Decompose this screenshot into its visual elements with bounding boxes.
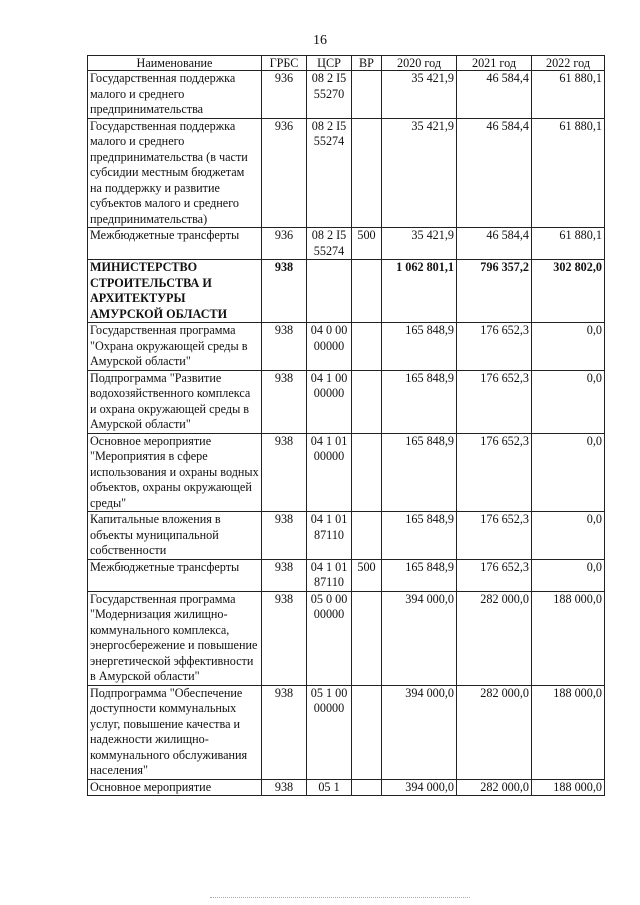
- table-row: [88, 512, 605, 560]
- row-vr: [352, 685, 382, 779]
- header-2022: 2022 год: [532, 56, 605, 71]
- row-vr: [352, 591, 382, 685]
- row-vr: [352, 779, 382, 796]
- row-csr: [307, 260, 352, 323]
- row-name: Подпрограмма "Развитие водохозяйственного комплекса и охрана окружающей среды в Амурской области": [88, 370, 262, 433]
- row-vr: 500: [352, 228, 382, 260]
- row-name: Государственная поддержка малого и среднего предпринимательства (в части субсидии местным бюджетам на поддержку и развитие субъектов малого и среднего предпринимательства): [88, 118, 262, 228]
- row-vr: [352, 260, 382, 323]
- row-2020: 35 421,9: [382, 71, 457, 119]
- row-2020: 165 848,9: [382, 559, 457, 591]
- row-grbs: 936: [262, 118, 307, 228]
- row-grbs: 938: [262, 433, 307, 512]
- table-row: [88, 559, 605, 591]
- row-2022: 0,0: [532, 559, 605, 591]
- row-2022: 61 880,1: [532, 118, 605, 228]
- row-name: Капитальные вложения в объекты муниципальной собственности: [88, 512, 262, 560]
- row-2021: 46 584,4: [457, 71, 532, 119]
- row-2022: 61 880,1: [532, 228, 605, 260]
- row-2021: 176 652,3: [457, 433, 532, 512]
- row-grbs: 938: [262, 591, 307, 685]
- row-vr: [352, 118, 382, 228]
- row-name: Подпрограмма "Обеспечение доступности коммунальных услуг, повышение качества и надежности жилищно-коммунального обслуживания населения": [88, 685, 262, 779]
- row-name: Основное мероприятие: [88, 779, 262, 796]
- row-2020: 165 848,9: [382, 433, 457, 512]
- row-name: МИНИСТЕРСТВО СТРОИТЕЛЬСТВА И АРХИТЕКТУРЫ АМУРСКОЙ ОБЛАСТИ: [88, 260, 262, 323]
- row-csr: 05 1: [307, 779, 352, 796]
- row-vr: [352, 370, 382, 433]
- row-vr: [352, 323, 382, 371]
- row-2022: 0,0: [532, 512, 605, 560]
- row-2021: 282 000,0: [457, 685, 532, 779]
- row-grbs: 938: [262, 779, 307, 796]
- row-2020: 394 000,0: [382, 685, 457, 779]
- row-csr: 08 2 I5 55270: [307, 71, 352, 119]
- table-row: [88, 591, 605, 685]
- table-header-row: [88, 56, 605, 71]
- row-csr: 04 1 01 87110: [307, 559, 352, 591]
- header-2020: 2020 год: [382, 56, 457, 71]
- row-grbs: 938: [262, 685, 307, 779]
- row-2022: 188 000,0: [532, 779, 605, 796]
- row-2021: 176 652,3: [457, 559, 532, 591]
- row-csr: 05 0 00 00000: [307, 591, 352, 685]
- row-grbs: 938: [262, 323, 307, 371]
- row-2021: 176 652,3: [457, 323, 532, 371]
- row-csr: 04 1 01 00000: [307, 433, 352, 512]
- table-row: [88, 118, 605, 228]
- table-row: [88, 228, 605, 260]
- row-name: Основное мероприятие "Мероприятия в сфере использования и охраны водных объектов, охраны окружающей среды": [88, 433, 262, 512]
- table-row: [88, 433, 605, 512]
- row-grbs: 938: [262, 260, 307, 323]
- row-grbs: 936: [262, 71, 307, 119]
- table-row-ministry: [88, 260, 605, 323]
- row-2021: 796 357,2: [457, 260, 532, 323]
- header-vr: ВР: [352, 56, 382, 71]
- row-vr: [352, 512, 382, 560]
- row-2022: 0,0: [532, 433, 605, 512]
- row-name: Государственная программа "Охрана окружающей среды в Амурской области": [88, 323, 262, 371]
- header-grbs: ГРБС: [262, 56, 307, 71]
- row-2020: 394 000,0: [382, 779, 457, 796]
- row-csr: 04 1 01 87110: [307, 512, 352, 560]
- row-name: Межбюджетные трансферты: [88, 559, 262, 591]
- row-2022: 188 000,0: [532, 685, 605, 779]
- header-name: Наименование: [88, 56, 262, 71]
- row-csr: 04 1 00 00000: [307, 370, 352, 433]
- row-grbs: 938: [262, 370, 307, 433]
- table-row: [88, 71, 605, 119]
- row-name: Государственная программа "Модернизация жилищно-коммунального комплекса, энергосбережение и повышение энергетической эффективности в Амурской области": [88, 591, 262, 685]
- table-row: [88, 370, 605, 433]
- row-2020: 165 848,9: [382, 323, 457, 371]
- row-grbs: 936: [262, 228, 307, 260]
- page-number: 16: [313, 33, 327, 48]
- row-name: Межбюджетные трансферты: [88, 228, 262, 260]
- row-2021: 176 652,3: [457, 512, 532, 560]
- row-csr: 05 1 00 00000: [307, 685, 352, 779]
- row-grbs: 938: [262, 559, 307, 591]
- row-2020: 165 848,9: [382, 512, 457, 560]
- table-row: [88, 779, 605, 796]
- row-csr: 04 0 00 00000: [307, 323, 352, 371]
- row-2021: 46 584,4: [457, 228, 532, 260]
- row-2020: 35 421,9: [382, 118, 457, 228]
- row-vr: [352, 71, 382, 119]
- row-2021: 176 652,3: [457, 370, 532, 433]
- row-csr: 08 2 I5 55274: [307, 118, 352, 228]
- table-row: [88, 685, 605, 779]
- header-csr: ЦСР: [307, 56, 352, 71]
- table-row: [88, 323, 605, 371]
- row-2021: 282 000,0: [457, 591, 532, 685]
- header-2021: 2021 год: [457, 56, 532, 71]
- row-grbs: 938: [262, 512, 307, 560]
- row-2021: 282 000,0: [457, 779, 532, 796]
- row-2022: 61 880,1: [532, 71, 605, 119]
- budget-table: [87, 55, 605, 796]
- row-2022: 0,0: [532, 323, 605, 371]
- row-2022: 302 802,0: [532, 260, 605, 323]
- row-2020: 165 848,9: [382, 370, 457, 433]
- row-vr: 500: [352, 559, 382, 591]
- row-name: Государственная поддержка малого и среднего предпринимательства: [88, 71, 262, 119]
- row-2020: 1 062 801,1: [382, 260, 457, 323]
- row-2022: 188 000,0: [532, 591, 605, 685]
- row-2022: 0,0: [532, 370, 605, 433]
- table-body: [88, 71, 605, 796]
- row-csr: 08 2 I5 55274: [307, 228, 352, 260]
- scan-edge-divider: [210, 897, 470, 898]
- row-2020: 394 000,0: [382, 591, 457, 685]
- row-2021: 46 584,4: [457, 118, 532, 228]
- row-vr: [352, 433, 382, 512]
- row-2020: 35 421,9: [382, 228, 457, 260]
